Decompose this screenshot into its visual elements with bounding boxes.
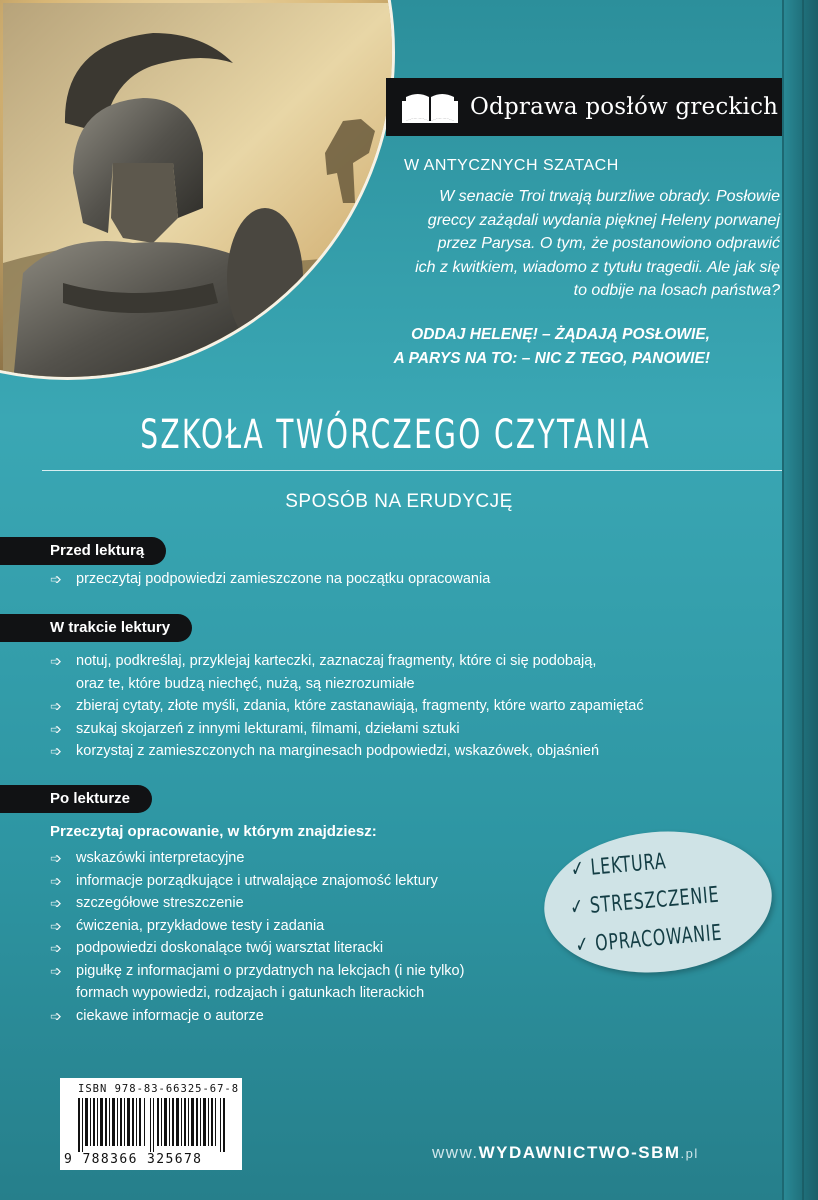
list-after: [50, 847, 464, 1027]
barcode-bars: [78, 1098, 228, 1152]
arrow-icon: ➩: [50, 720, 62, 737]
list-item-text: zbieraj cytaty, złote myśli, zdania, które zastanawiają, fragmenty, które warto zapamiętać: [76, 698, 644, 714]
arrow-icon: ➩: [50, 895, 62, 911]
list-item-text: ciekawe informacje o autorze: [76, 1007, 264, 1024]
divider: [42, 470, 782, 471]
list-item: [50, 937, 464, 960]
arrow-icon: ➩: [50, 940, 62, 956]
series-subtitle: W ANTYCZNYCH SZATACH: [404, 157, 619, 174]
list-item-text: informacje porządkujące i utrwalające znajomość lektury: [76, 872, 438, 889]
open-book-icon: [402, 91, 458, 123]
blurb-text: [330, 185, 780, 303]
arrow-icon: ➩: [50, 872, 62, 889]
arrow-icon: ➩: [50, 571, 62, 587]
arrow-icon: ➩: [50, 962, 62, 979]
list-item: [50, 892, 464, 915]
list-item: [50, 740, 644, 763]
list-item: [50, 1005, 464, 1028]
arrow-icon: ➩: [50, 698, 62, 714]
blurb-line: greccy zażądali wydania pięknej Heleny porwanej: [427, 211, 780, 229]
list-item-text: ćwiczenia, przykładowe testy i zadania: [76, 917, 325, 934]
badge-item: ✓ LEKTURA: [569, 849, 668, 883]
list-item: [50, 870, 464, 893]
barcode-digits: 9 788366 325678: [64, 1152, 203, 1167]
list-item: [50, 695, 644, 718]
section-label-before: Przed lekturą: [0, 537, 166, 565]
blurb-line: W senacie Troi trwają burzliwe obrady. Posłowie: [439, 188, 780, 205]
blurb-line: przez Parysa. O tym, że postanowiono odprawić: [437, 235, 780, 252]
list-item-text: formach wypowiedzi, rodzajach i gatunkach literackich: [76, 985, 425, 1001]
website-tld: .pl: [680, 1146, 699, 1161]
list-item: [50, 847, 464, 870]
section-label-during: W trakcie lektury: [0, 614, 192, 642]
tagline: SPOSÓB NA ERUDYCJĘ: [285, 491, 513, 512]
list-item-text: oraz te, które budzą niechęć, nużą, są niezrozumiałe: [76, 675, 415, 692]
blurb-line: ich z kwitkiem, wiadomo z tytułu tragedii. Ale jak się: [415, 258, 780, 276]
quote-text: [330, 323, 710, 371]
blurb-line: to odbije na losach państwa?: [573, 282, 780, 299]
spine-crease: [802, 0, 804, 1200]
list-item: [50, 960, 464, 983]
list-item-text: pigułkę z informacjami o przydatnych na lekcjach (i nie tylko): [76, 962, 465, 979]
list-item: [50, 568, 490, 591]
list-item-text: szukaj skojarzeń z innymi lekturami, filmami, dziełami sztuki: [76, 720, 460, 737]
publisher-website[interactable]: [432, 1143, 699, 1163]
list-item-continuation: [50, 982, 464, 1005]
arrow-icon: ➩: [50, 653, 62, 669]
book-title-bar: [386, 78, 782, 136]
after-lead: Przeczytaj opracowanie, w którym znajdziesz:: [50, 823, 377, 840]
list-item-text: szczegółowe streszczenie: [76, 895, 244, 911]
list-item-text: korzystaj z zamieszczonych na marginesach podpowiedzi, wskazówek, objaśnień: [76, 743, 600, 759]
list-during: [50, 650, 644, 763]
badge-item: ✓ STRESZCZENIE: [569, 882, 721, 921]
arrow-icon: ➩: [50, 917, 62, 934]
list-item-text: podpowiedzi doskonalące twój warsztat literacki: [76, 940, 384, 956]
website-name: WYDAWNICTWO-SBM: [478, 1143, 681, 1162]
list-item-text: wskazówki interpretacyjne: [76, 850, 245, 866]
section-label-after: Po lekturze: [0, 785, 152, 813]
website-prefix: www.: [432, 1143, 479, 1162]
book-spine: [782, 0, 818, 1200]
list-item: [50, 650, 644, 673]
badge-item: ✓ OPRACOWANIE: [574, 920, 724, 959]
isbn-barcode: [60, 1078, 242, 1170]
list-before: [50, 568, 490, 591]
book-title: Odprawa posłów greckich: [470, 94, 779, 120]
isbn-label: ISBN 978-83-66325-67-8: [78, 1083, 240, 1095]
list-item: [50, 718, 644, 741]
quote-line: ODDAJ HELENĘ! – ŻĄDAJĄ POSŁOWIE,: [411, 326, 710, 343]
list-item-text: przeczytaj podpowiedzi zamieszczone na początku opracowania: [76, 571, 491, 587]
arrow-icon: ➩: [50, 743, 62, 759]
contents-badge: [538, 822, 777, 981]
arrow-icon: ➩: [50, 1007, 62, 1024]
list-item-text: notuj, podkreślaj, przyklejaj karteczki, zaznaczaj fragmenty, które ci się podobają,: [76, 653, 597, 669]
arrow-icon: ➩: [50, 850, 62, 866]
list-item: [50, 915, 464, 938]
school-heading: SZKOŁA TWÓRCZEGO CZYTANIA: [140, 412, 652, 458]
quote-line: A PARYS NA TO: – NIC Z TEGO, PANOWIE!: [393, 350, 710, 367]
list-item-continuation: [50, 673, 644, 696]
